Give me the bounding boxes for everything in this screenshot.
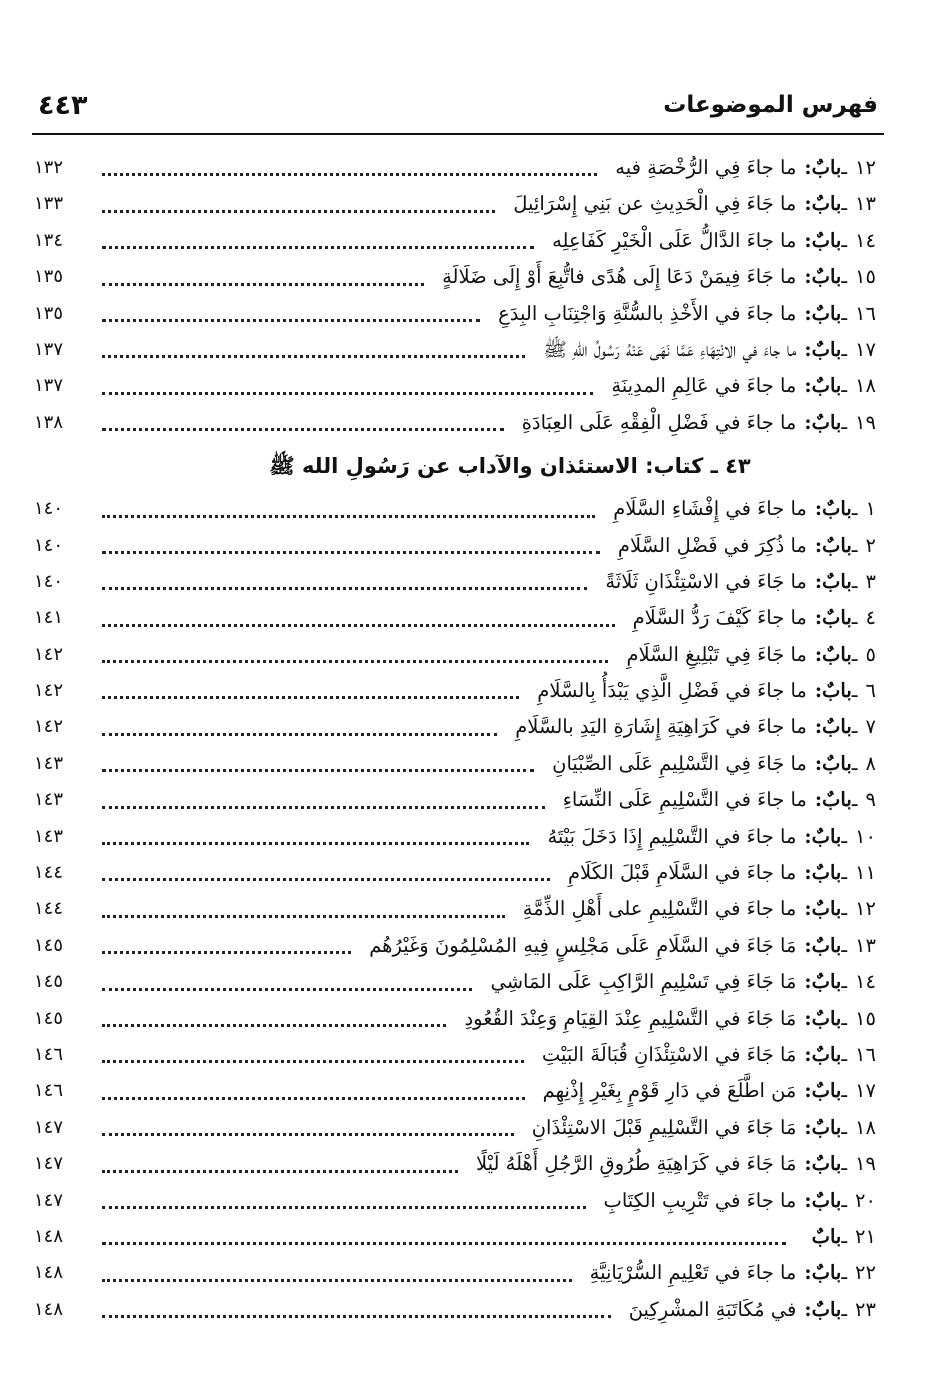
entry-label: بابٌ: (804, 1188, 842, 1212)
entry-title: مَن اطَّلَعَ في دَارِ قَوْمٍ بِغَيْرِ إِذْنِهِم (542, 1079, 797, 1103)
entry-title: مَا جَاءَ في التَّسْلِيمِ قَبْلَ الاسْتِئْذَانِ (531, 1115, 797, 1139)
entry-page-number: ١٣٧ (34, 375, 64, 397)
entry-separator: ـ (841, 1006, 848, 1030)
entry-page-number: ١٤٧ (34, 1116, 64, 1138)
entry-number: ٦ (865, 679, 876, 703)
entry-separator: ـ (841, 228, 848, 252)
toc-entry (34, 600, 876, 636)
entry-label: بابٌ: (804, 1297, 842, 1321)
entry-number: ١٥ (855, 265, 876, 289)
entry-page-number: ١٤٧ (34, 1153, 64, 1175)
entry-separator: ـ (841, 1261, 848, 1285)
entry-number: ٧ (865, 715, 876, 739)
entry-label: بابٌ: (804, 1261, 842, 1285)
entry-page-number: ١٤٨ (34, 1225, 64, 1247)
toc-entry (34, 891, 876, 927)
entry-page-number: ١٤٥ (34, 934, 64, 956)
entry-page-number: ١٤٠ (34, 498, 64, 520)
dot-leader (102, 637, 608, 673)
entries-group-two (34, 491, 876, 1328)
dot-leader (102, 782, 545, 818)
entry-number: ١٧ (855, 337, 876, 361)
toc-entry (34, 150, 876, 186)
entry-title: ما جاءَ في فَضْلِ الَّذِي يَبْدَأُ بِالسَّلَامِ (537, 679, 807, 703)
entry-title: مَا جَاءَ في التَّسْلِيمِ عِنْدَ القِيَامِ وَعِنْدَ القُعُودِ (464, 1006, 797, 1030)
entry-label: بابٌ: (804, 265, 842, 289)
entry-number: ١٤ (855, 228, 876, 252)
dot-leader (102, 746, 534, 782)
entry-number: ٥ (865, 642, 876, 666)
table-of-contents (34, 150, 876, 1328)
toc-entry (34, 1292, 876, 1328)
toc-entry (34, 564, 876, 600)
entry-label: بابٌ: (804, 337, 842, 361)
entry-number: ٣ (865, 569, 876, 593)
entry-title: ما جاءَ فِي الرُّخْصَةِ فيه (615, 155, 797, 179)
chapter-heading: ٤٣ ـ كتاب: الاستئذان والآداب عن رَسُولِ الله ﷺ (269, 454, 751, 479)
entry-number: ١١ (855, 861, 876, 885)
dot-leader (102, 1219, 786, 1255)
entry-label: بابٌ: (804, 970, 842, 994)
entry-title: ما جاءَ الدَّالُّ عَلَى الْخَيْرِ كَفَاعِلِه (552, 228, 797, 252)
entry-label: بابٌ: (804, 1079, 842, 1103)
entry-separator: ـ (841, 265, 848, 289)
entry-label: بابٌ: (804, 192, 842, 216)
entry-title: ما جاءَ في عَالِمِ المدِينَةِ (611, 374, 797, 398)
entry-number: ٤ (865, 606, 876, 630)
entry-title: ما جاءَ في الأَخْذِ بالسُّنَّةِ وَاجْتِنَابِ البِدَعِ (498, 301, 797, 325)
entry-number: ١ (865, 497, 876, 521)
toc-entry (34, 1037, 876, 1073)
entry-label: بابٌ: (814, 679, 852, 703)
entry-page-number: ١٤٤ (34, 862, 64, 884)
entry-label: بابٌ: (804, 1006, 842, 1030)
dot-leader (102, 928, 351, 964)
entry-page-number: ١٤٣ (34, 752, 64, 774)
entry-page-number: ١٤٢ (34, 643, 64, 665)
entry-title: مَا جَاءَ فِي تَسْلِيمِ الرَّاكِبِ عَلَى المَاشِي (490, 970, 797, 994)
entry-separator: ـ (841, 1188, 848, 1212)
entry-number: ٢٠ (855, 1188, 876, 1212)
entry-page-number: ١٤٠ (34, 534, 64, 556)
entry-page-number: ١٣٣ (34, 193, 64, 215)
entry-label: بابٌ: (814, 497, 852, 521)
entry-label: بابٌ (811, 1224, 842, 1248)
entry-number: ١٥ (855, 1006, 876, 1030)
entry-number: ١٦ (855, 301, 876, 325)
entry-number: ٢١ (855, 1224, 876, 1248)
dot-leader (102, 673, 519, 709)
entry-separator: ـ (851, 715, 858, 739)
entry-separator: ـ (841, 374, 848, 398)
dot-leader (102, 259, 424, 295)
entry-label: بابٌ: (814, 533, 852, 557)
entry-label: بابٌ: (804, 1152, 842, 1176)
entry-number: ١٩ (855, 410, 876, 434)
dot-leader (102, 600, 615, 636)
entry-title: ما جَاءَ فِي تَبْلِيغِ السَّلَامِ (626, 642, 807, 666)
entry-separator: ـ (841, 301, 848, 325)
entry-page-number: ١٤٣ (34, 789, 64, 811)
entry-page-number: ١٣٢ (34, 156, 64, 178)
entry-separator: ـ (851, 642, 858, 666)
entry-separator: ـ (841, 897, 848, 921)
header-rule (32, 133, 884, 135)
entry-title: ما جاءَ في تَتْرِيبِ الكِتَابِ (603, 1188, 797, 1212)
toc-entry (34, 259, 876, 295)
entry-page-number: ١٣٥ (34, 302, 64, 324)
entry-page-number: ١٤١ (34, 607, 64, 629)
toc-entry (34, 528, 876, 564)
entry-label: بابٌ: (804, 1115, 842, 1139)
entry-title: ما جاءَ في إِفْشَاءِ السَّلَامِ (613, 497, 807, 521)
entry-page-number: ١٣٨ (34, 411, 64, 433)
entry-separator: ـ (841, 192, 848, 216)
entry-label: بابٌ: (814, 715, 852, 739)
toc-entry (34, 673, 876, 709)
entry-number: ١٠ (855, 824, 876, 848)
dot-leader (102, 1292, 611, 1328)
dot-leader (102, 855, 550, 891)
entry-number: ١٣ (855, 933, 876, 957)
toc-entry (34, 819, 876, 855)
entry-separator: ـ (841, 1224, 848, 1248)
entry-title: في مُكَاتَبَةِ المشْرِكِينَ (628, 1297, 797, 1321)
entry-separator: ـ (851, 497, 858, 521)
toc-entry (34, 1110, 876, 1146)
toc-entry (34, 368, 876, 404)
entry-number: ١٩ (855, 1152, 876, 1176)
entry-separator: ـ (851, 679, 858, 703)
dot-leader (102, 1001, 446, 1037)
dot-leader (102, 150, 597, 186)
entry-page-number: ١٣٧ (34, 338, 64, 360)
entry-page-number: ١٤٦ (34, 1080, 64, 1102)
entry-title: مَا جَاءَ في كَرَاهِيَةِ طُرُوقِ الرَّجُلِ أَهْلَهُ لَيْلًا (475, 1152, 797, 1176)
entry-label: بابٌ: (814, 606, 852, 630)
toc-entry (34, 1219, 876, 1255)
entry-separator: ـ (851, 606, 858, 630)
entry-label: بابٌ: (804, 861, 842, 885)
entry-separator: ـ (851, 751, 858, 775)
entry-separator: ـ (851, 533, 858, 557)
entry-label: بابٌ: (814, 788, 852, 812)
dot-leader (102, 223, 534, 259)
toc-entry (34, 1255, 876, 1291)
entry-title: ما جاءَ كَيْفَ رَدُّ السَّلَامِ (632, 606, 807, 630)
dot-leader (102, 528, 600, 564)
toc-entry (34, 1073, 876, 1109)
toc-entry (34, 855, 876, 891)
toc-entry (34, 332, 876, 368)
entry-label: بابٌ: (804, 824, 842, 848)
entry-label: بابٌ: (804, 933, 842, 957)
entry-number: ١٨ (855, 374, 876, 398)
entry-title: مَا جَاءَ في الاسْتِئْذَانِ قُبَالَةَ البَيْتِ (541, 1042, 797, 1066)
entry-label: بابٌ: (804, 410, 842, 434)
toc-entry (34, 296, 876, 332)
entry-page-number: ١٣٤ (34, 229, 64, 251)
toc-entry (34, 186, 876, 222)
toc-entry (34, 1001, 876, 1037)
page-number: ٤٤٣ (38, 89, 88, 121)
entry-title: ما جاءَ في التَّسْلِيمِ عَلَى النِّسَاءِ (562, 788, 807, 812)
entry-separator: ـ (841, 1079, 848, 1103)
entry-number: ١٢ (855, 155, 876, 179)
entry-title: ما جَاءَ فِي التَّسْلِيمِ عَلَى الصِّبْيَانِ (552, 751, 807, 775)
toc-entry (34, 782, 876, 818)
entry-separator: ـ (851, 569, 858, 593)
dot-leader (102, 296, 480, 332)
entry-page-number: ١٤٤ (34, 898, 64, 920)
entry-title: ما جَاءَ فِي الْحَدِيثِ عن بَنِي إِسْرَائِيلَ (513, 192, 797, 216)
entry-title: مَا جَاءَ في السَّلَامِ عَلَى مَجْلِسٍ فِيهِ المُسْلِمُونَ وَغَيْرُهُم (369, 933, 797, 957)
dot-leader (102, 1183, 586, 1219)
entry-label: بابٌ: (804, 228, 842, 252)
entry-separator: ـ (841, 410, 848, 434)
entries-group-one (34, 150, 876, 441)
entry-page-number: ١٣٥ (34, 266, 64, 288)
entry-number: ١٧ (855, 1079, 876, 1103)
dot-leader (102, 891, 505, 927)
entry-title: ما جَاءَ في الاسْتِئْذَانِ ثَلَاثَةً (605, 569, 807, 593)
entry-number: ١٤ (855, 970, 876, 994)
toc-entry (34, 1146, 876, 1182)
entry-page-number: ١٤٢ (34, 716, 64, 738)
entry-title: ما ذُكِرَ في فَضْلِ السَّلَامِ (617, 533, 807, 557)
entry-number: ١٨ (855, 1115, 876, 1139)
entry-separator: ـ (841, 337, 848, 361)
entry-separator: ـ (841, 861, 848, 885)
dot-leader (102, 1146, 458, 1182)
toc-entry (34, 964, 876, 1000)
entry-label: بابٌ: (804, 301, 842, 325)
dot-leader (102, 405, 504, 441)
entry-label: بابٌ: (814, 751, 852, 775)
dot-leader (102, 186, 495, 222)
entry-separator: ـ (841, 933, 848, 957)
entry-label: بابٌ: (804, 897, 842, 921)
entry-page-number: ١٤٧ (34, 1189, 64, 1211)
dot-leader (102, 368, 593, 404)
entry-number: ١٢ (855, 897, 876, 921)
entry-separator: ـ (841, 155, 848, 179)
dot-leader (102, 709, 497, 745)
entry-number: ١٦ (855, 1042, 876, 1066)
entry-page-number: ١٤٣ (34, 825, 64, 847)
entry-page-number: ١٤٨ (34, 1262, 64, 1284)
entry-page-number: ١٤٥ (34, 971, 64, 993)
entry-label: بابٌ: (804, 374, 842, 398)
entry-number: ٢٣ (855, 1297, 876, 1321)
toc-entry (34, 223, 876, 259)
entry-label: بابٌ: (814, 642, 852, 666)
entry-separator: ـ (841, 970, 848, 994)
entry-title: ما جاءَ في الانْتِهَاءِ عَمَّا نَهَى عَنْهُ رَسُولُ اللهِ ﷺ (543, 337, 797, 361)
entry-label: بابٌ: (814, 569, 852, 593)
dot-leader (102, 491, 595, 527)
entry-label: بابٌ: (804, 1042, 842, 1066)
dot-leader (102, 1073, 525, 1109)
entry-number: ٩ (865, 788, 876, 812)
entry-page-number: ١٤٥ (34, 1007, 64, 1029)
entry-separator: ـ (851, 788, 858, 812)
toc-entry (34, 709, 876, 745)
entry-title: ما جاءَ في السَّلَامِ قَبْلَ الكَلَامِ (567, 861, 797, 885)
entry-number: ١٣ (855, 192, 876, 216)
entry-number: ٢ (865, 533, 876, 557)
toc-entry (34, 1183, 876, 1219)
entry-label: بابٌ: (804, 155, 842, 179)
dot-leader (102, 1110, 514, 1146)
entry-separator: ـ (841, 824, 848, 848)
dot-leader (102, 964, 472, 1000)
toc-entry (34, 928, 876, 964)
entry-number: ٨ (865, 751, 876, 775)
entry-title: ما جاءَ في تَعْلِيمِ السُّرْيَانِيَّةِ (589, 1261, 797, 1285)
entry-separator: ـ (841, 1042, 848, 1066)
toc-entry (34, 405, 876, 441)
dot-leader (102, 332, 525, 368)
dot-leader (102, 1255, 572, 1291)
entry-page-number: ١٤٨ (34, 1298, 64, 1320)
dot-leader (102, 819, 529, 855)
entry-separator: ـ (841, 1115, 848, 1139)
entry-page-number: ١٤٠ (34, 570, 64, 592)
running-title: فهرس الموضوعات (663, 92, 878, 118)
entry-number: ٢٢ (855, 1261, 876, 1285)
entry-title: ما جاءَ في التَّسْلِيمِ إِذَا دَخَلَ بَيْتَهُ (547, 824, 797, 848)
entry-page-number: ١٤٢ (34, 680, 64, 702)
entry-separator: ـ (841, 1152, 848, 1176)
page-header (38, 80, 878, 130)
entry-separator: ـ (841, 1297, 848, 1321)
toc-entry (34, 746, 876, 782)
toc-entry (34, 637, 876, 673)
entry-title: ما جاءَ في التَّسْلِيمِ على أَهْلِ الذِّمَّةِ (522, 897, 797, 921)
dot-leader (102, 564, 587, 600)
toc-entry (34, 491, 876, 527)
entry-title: ما جاءَ في فَضْلِ الْفِقْهِ عَلَى العِبَادَةِ (521, 410, 797, 434)
entry-page-number: ١٤٦ (34, 1043, 64, 1065)
entry-title: ما جاءَ في كَرَاهِيَةِ إِشَارَةِ اليَدِ بالسَّلَامِ (515, 715, 807, 739)
dot-leader (102, 1037, 524, 1073)
entry-title: ما جَاءَ فِيمَنْ دَعَا إِلَى هُدًى فاتُّبِعَ أَوْ إِلَى ضَلَالَةٍ (442, 265, 797, 289)
